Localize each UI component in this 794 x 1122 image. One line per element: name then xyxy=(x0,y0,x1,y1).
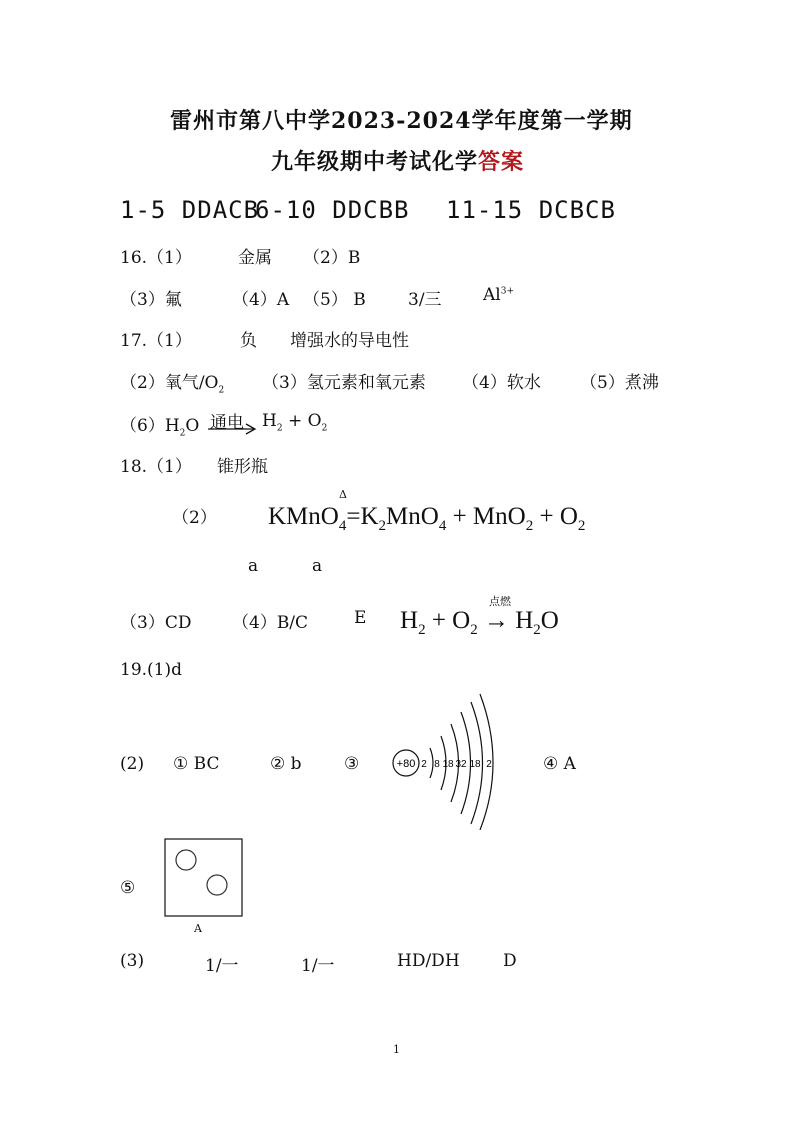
q18-answer-1: 锥形瓶 xyxy=(217,457,268,477)
shell-electrons-6: 2 xyxy=(486,759,492,770)
hydrogen-combustion-equation: $H_2 + O_2 \to H_2O$ xyxy=(400,607,559,638)
q19-answer-2-1: ① BC xyxy=(173,754,220,774)
page-title-line2 xyxy=(271,145,524,176)
q18-answer-3: （3）CD xyxy=(120,613,192,633)
permanganate-decomposition-equation: $KMnO_4=K_2MnO_4 + MnO_2 + O_2$ xyxy=(268,503,586,534)
shell-electrons-2: 8 xyxy=(434,759,440,770)
q19-answer-3-4: D xyxy=(503,951,517,971)
q18-note-a-right: a xyxy=(312,556,323,576)
q16-answer-1: 金属 xyxy=(238,248,272,268)
choice-answers-1-5: 1-5 DDACB xyxy=(120,196,260,224)
q19-answer-2-2: ② b xyxy=(270,754,302,774)
title-main: 九年级期中考试化学 xyxy=(271,149,479,175)
q19-part2-label: (2) xyxy=(120,754,145,774)
q16-ion: $Al^{3+}$ xyxy=(483,285,514,305)
box-label: A xyxy=(194,922,202,935)
shell-electrons-4: 32 xyxy=(455,759,467,770)
shell-electrons-1: 2 xyxy=(421,759,427,770)
q19-answer-3-3: HD/DH xyxy=(397,951,460,971)
q17-answer-1: 负 xyxy=(240,331,257,351)
page-title-line1: 雷州市第八中学2023-2024学年度第一学期 xyxy=(170,108,633,134)
q18-answer-4: （4）B/C xyxy=(232,613,309,633)
q16-answer-4: （4）A xyxy=(232,290,290,310)
q19-answer-1: 19.(1)d xyxy=(120,660,182,680)
q18-note-a-left: a xyxy=(248,556,259,576)
shell-electrons-5: 18 xyxy=(469,759,481,770)
arrow-right-icon xyxy=(206,423,258,435)
shell-arc-1 xyxy=(430,748,433,778)
choice-answers-11-15: 11-15 DCBCB xyxy=(446,196,616,224)
box-outline xyxy=(165,839,242,916)
particle-model-box xyxy=(164,838,244,918)
particle-circle-1 xyxy=(176,850,196,870)
q19-answer-3-2: 1/一 xyxy=(301,956,335,976)
q17-answer-2: （2）氧气$/O_2$ xyxy=(120,373,225,396)
q19-answer-2-3: ③ xyxy=(344,754,360,774)
q17-answer-6-reactant: $(6)H_2O$ xyxy=(120,416,200,439)
q17-answer-5: （5）煮沸 xyxy=(580,373,659,393)
q19-answer-2-5: ⑤ xyxy=(120,878,136,898)
q17-answer-3: （3）氢元素和氧元素 xyxy=(262,373,426,393)
q18-label: 18.（1） xyxy=(120,457,192,477)
heat-symbol: Δ xyxy=(339,488,347,501)
q18-answer-4b: E xyxy=(354,608,367,628)
shell-electrons-3: 18 xyxy=(442,759,454,770)
title-answer-red: 答案 xyxy=(478,149,525,175)
q16-answer-3: （3）氟 xyxy=(120,290,182,310)
page-number: 1 xyxy=(393,1043,400,1056)
q19-part3-label: (3) xyxy=(120,951,145,971)
atomic-structure-diagram xyxy=(388,690,498,830)
q17-label: 17.（1） xyxy=(120,331,192,351)
q17-answer-6-products: $H_2 + O_2$ xyxy=(262,411,328,434)
choice-answers-6-10: 6-10 DDCBB xyxy=(255,196,410,224)
q16-label: 16.（1） xyxy=(120,248,192,268)
q17-answer-1b: 增强水的导电性 xyxy=(290,331,409,351)
ignition-condition: 点燃 xyxy=(489,595,511,608)
q17-answer-4: （4）软水 xyxy=(462,373,541,393)
q16-answer-2: （2）B xyxy=(303,248,361,268)
nucleus-charge: +80 xyxy=(396,758,416,770)
q19-answer-2-4: ④ A xyxy=(543,754,576,774)
particle-circle-2 xyxy=(207,875,227,895)
q17-electrolysis-condition: 通电 xyxy=(210,413,244,433)
q18-part2-label: （2） xyxy=(172,508,217,528)
q19-answer-3-1: 1/一 xyxy=(205,956,239,976)
q16-answer-5: （5） B xyxy=(303,290,366,310)
q16-answer-5b: 3/三 xyxy=(408,290,442,310)
